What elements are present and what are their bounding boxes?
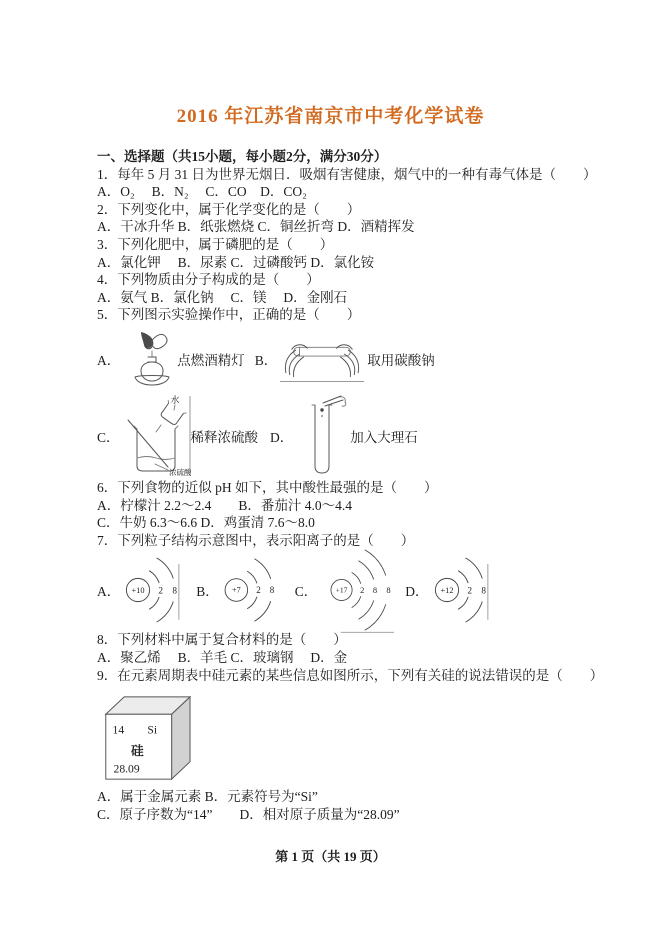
q2-options: A．干冰升华 B．纸张燃烧 C．铜丝折弯 D．酒精挥发 bbox=[97, 219, 415, 235]
holding-test-tube-icon bbox=[280, 332, 364, 386]
shell-electron-count: 2 bbox=[158, 586, 164, 597]
water-label: 水 bbox=[170, 395, 180, 406]
page-title: 2016 年江苏省南京市中考化学试卷 bbox=[176, 106, 485, 127]
shell-electron-count: 8 bbox=[386, 585, 391, 596]
q6-options-line2: C．牛奶 6.3～6.6 D．鸡蛋清 7.6～8.0 bbox=[97, 515, 315, 531]
shell-electron-count: 2 bbox=[255, 585, 261, 596]
shell-electron-count: 8 bbox=[373, 585, 378, 596]
q5-figure-row-2 bbox=[97, 394, 601, 479]
particle-diagram-a bbox=[122, 551, 180, 629]
nucleus-charge: +12 bbox=[440, 586, 454, 596]
q5-option-d-letter: D． bbox=[270, 430, 294, 446]
q2-stem: 2．下列变化中，属于化学变化的是（ ） bbox=[97, 201, 361, 217]
q7-option-d-letter: D． bbox=[405, 584, 429, 600]
q8-stem: 8．下列材料中属于复合材料的是（ ） bbox=[97, 632, 347, 648]
silicon-element-cell bbox=[99, 692, 191, 784]
element-name: 硅 bbox=[130, 744, 144, 759]
q5-option-c-letter: C． bbox=[97, 430, 120, 446]
q5-stem: 5．下列图示实验操作中，正确的是（ ） bbox=[97, 307, 361, 323]
shell-electron-count: 8 bbox=[480, 586, 486, 597]
alcohol-lamp-lighting-icon bbox=[129, 330, 175, 388]
q5-option-b-caption: 取用碳酸钠 bbox=[367, 352, 435, 368]
q5-option-a-letter: A． bbox=[97, 352, 121, 368]
q9-stem: 9．在元素周期表中硅元素的某些信息如图所示，下列有关硅的说法错误的是（ ） bbox=[97, 667, 604, 683]
q6-stem: 6．下列食物的近似 pH 如下，其中酸性最强的是（ ） bbox=[97, 479, 438, 495]
page-footer: 第 1 页（共 19 页） bbox=[275, 849, 386, 864]
q4-options: A．氨气 B．氯化钠 C．镁 D．金刚石 bbox=[97, 289, 348, 305]
q1-stem: 1．每年 5 月 31 日为世界无烟日．吸烟有害健康，烟气中的一种有毒气体是（ ） bbox=[97, 166, 597, 182]
q5-option-a-caption: 点燃酒精灯 bbox=[177, 352, 245, 368]
exam-content bbox=[0, 128, 661, 823]
concentrated-sulfuric-acid-label: 浓硫酸 bbox=[168, 468, 191, 478]
element-symbol: Si bbox=[147, 723, 158, 737]
shell-electron-count: 8 bbox=[269, 585, 275, 596]
q8-options: A．聚乙烯 B．羊毛 C．玻璃钢 D．金 bbox=[97, 649, 348, 665]
q7-diagram-row bbox=[97, 549, 601, 631]
shell-electron-count: 8 bbox=[172, 586, 178, 597]
q9-options-line2: C．原子序数为“14” D．相对原子质量为“28.09” bbox=[97, 806, 400, 822]
q7-option-b-letter: B． bbox=[196, 584, 219, 600]
atomic-mass: 28.09 bbox=[113, 762, 140, 776]
shell-electron-count: 2 bbox=[466, 586, 472, 597]
nucleus-charge: +17 bbox=[335, 585, 348, 595]
q9-options-line1: A．属于金属元素 B．元素符号为“Si” bbox=[97, 789, 318, 805]
acid-dilution-icon bbox=[125, 395, 191, 477]
q5-option-b-letter: B． bbox=[254, 352, 278, 368]
nucleus-charge: +7 bbox=[231, 586, 241, 596]
q9-figure-row bbox=[97, 692, 601, 784]
q3-stem: 3．下列化肥中，属于磷肥的是（ ） bbox=[97, 236, 334, 252]
marble-into-test-tube-icon bbox=[295, 395, 347, 477]
q5-option-d-caption: 加入大理石 bbox=[350, 430, 418, 446]
q5-option-c-caption: 稀释浓硫酸 bbox=[190, 430, 259, 446]
q3-options: A．氯化钾 B．尿素 C．过磷酸钙 D．氯化铵 bbox=[97, 254, 375, 270]
atomic-number: 14 bbox=[112, 723, 125, 737]
q4-stem: 4．下列物质由分子构成的是（ ） bbox=[97, 272, 320, 288]
q7-option-a-letter: A． bbox=[97, 584, 121, 600]
particle-diagram-b bbox=[221, 551, 277, 629]
nucleus-charge: +10 bbox=[131, 586, 145, 596]
particle-diagram-c bbox=[319, 546, 403, 634]
section-heading: 一、选择题（共15小题，每小题2分，满分30分） bbox=[97, 149, 388, 164]
q6-options-line1: A．柠檬汁 2.2～2.4 B．番茄汁 4.0～4.4 bbox=[97, 497, 353, 513]
shell-electron-count: 2 bbox=[360, 585, 365, 596]
particle-diagram-d bbox=[431, 551, 489, 629]
q7-stem: 7．下列粒子结构示意图中，表示阳离子的是（ ） bbox=[97, 532, 415, 548]
q1-options: A．O₂ B．N₂ C．CO D．CO₂ bbox=[97, 184, 307, 200]
q7-option-c-letter: C． bbox=[294, 584, 318, 600]
q5-figure-row-1 bbox=[97, 324, 601, 394]
